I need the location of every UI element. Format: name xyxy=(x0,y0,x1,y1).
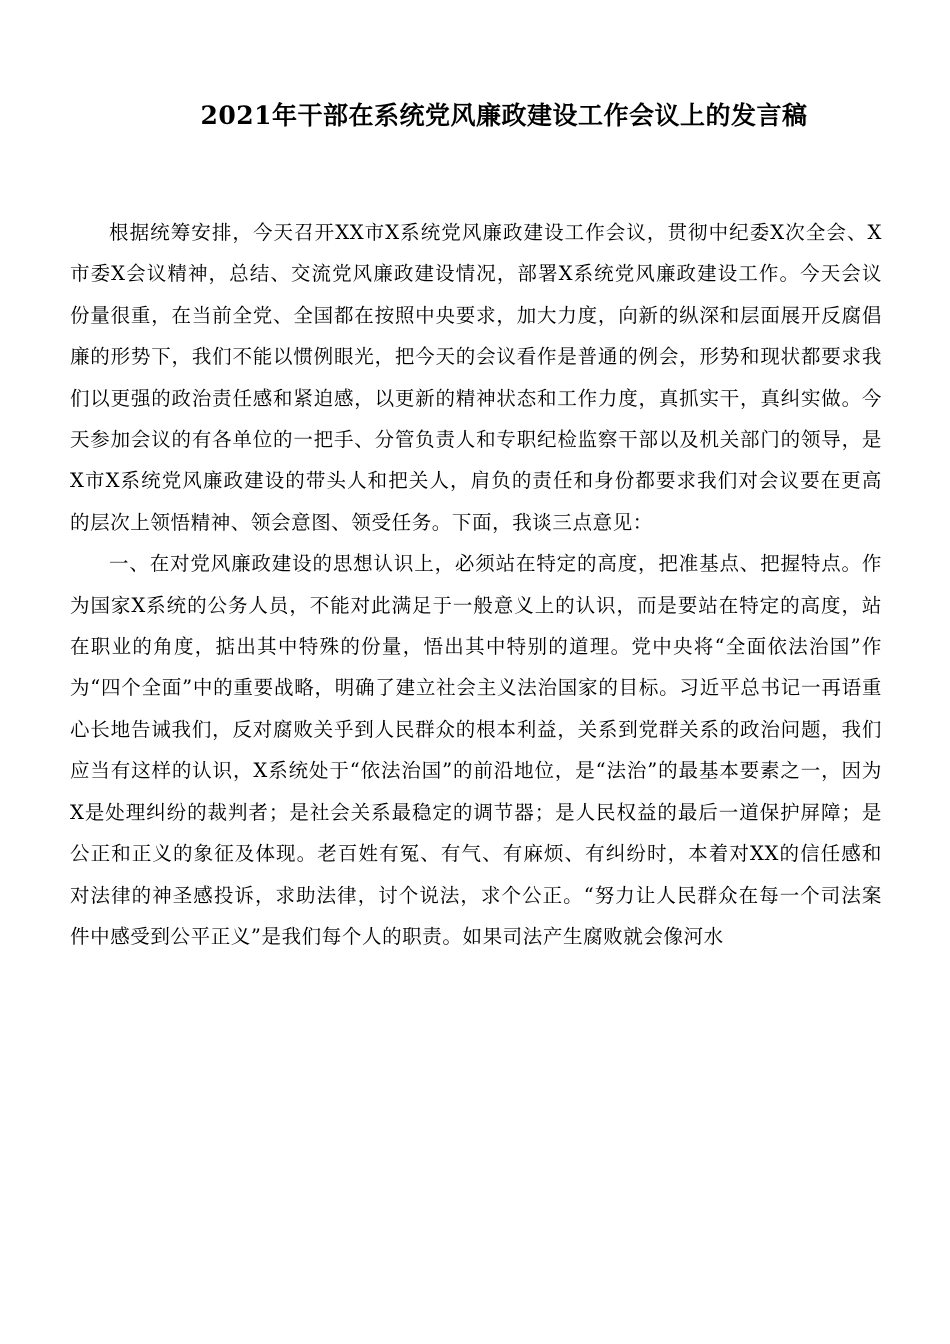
paragraph-intro: 根据统筹安排，今天召开XX市X系统党风廉政建设工作会议，贯彻中纪委X次全会、X市委X会议精神，总结、交流党风廉政建设情况，部署X系统党风廉政建设工作。今天会议份量很重，在当前全党、全国都在按照中央要求，加大力度，向新的纵深和层面展开反腐倡廉的形势下，我们不能以惯例眼光，把今天的会议看作是普通的例会，形势和现状都要求我们以更强的政治责任感和紧迫感，以更新的精神状态和工作力度，真抓实干，真纠实做。今天参加会议的有各单位的一把手、分管负责人和专职纪检监察干部以及机关部门的领导，是X市X系统党风廉政建设的带头人和把关人，肩负的责任和身份都要求我们对会议要在更高的层次上领悟精神、领会意图、领受任务。下面，我谈三点意见： xyxy=(70,221,882,534)
document-body xyxy=(70,212,882,957)
document-title: 2021年干部在系统党风廉政建设工作会议上的发言稿 xyxy=(200,101,808,130)
paragraph-point-one: 一、在对党风廉政建设的思想认识上，必须站在特定的高度，把准基点、把握特点。作为国家X系统的公务人员，不能对此满足于一般意义上的认识，而是要站在特定的高度，站在职业的角度，掂出其中特殊的份量，悟出其中特别的道理。党中央将“全面依法治国”作为“四个全面”中的重要战略，明确了建立社会主义法治国家的目标。习近平总书记一再语重心长地告诫我们，反对腐败关乎到人民群众的根本利益，关系到党群关系的政治问题，我们应当有这样的认识，X系统处于“依法治国”的前沿地位，是“法治”的最基本要素之一，因为X是处理纠纷的裁判者；是社会关系最稳定的调节器；是人民权益的最后一道保护屏障；是公正和正义的象征及体现。老百姓有冤、有气、有麻烦、有纠纷时，本着对XX的信任感和对法律的神圣感投诉，求助法律，讨个说法，求个公正。“努力让人民群众在每一个司法案件中感受到公平正义”是我们每个人的职责。如果司法产生腐败就会像河水 xyxy=(70,552,882,948)
